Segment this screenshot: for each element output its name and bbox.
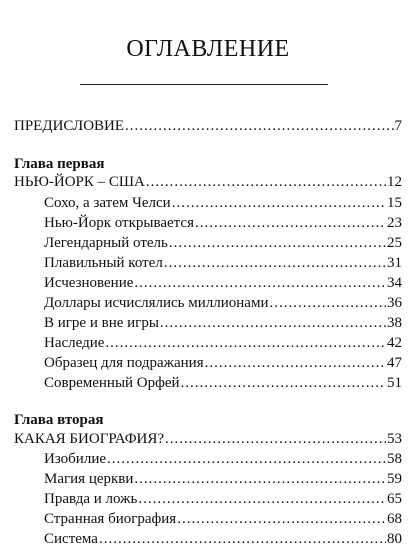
- toc-page-number: 68: [387, 511, 402, 527]
- toc-page-number: 31: [387, 255, 402, 271]
- toc-page-number: 42: [387, 335, 402, 351]
- toc-entry: [44, 450, 402, 468]
- toc-page-number: 58: [387, 451, 402, 467]
- toc-entry-part: [14, 173, 402, 191]
- dot-leader: [146, 173, 386, 191]
- toc-entry-label: Странная биография: [44, 511, 177, 527]
- dot-leader: [169, 234, 386, 252]
- toc-entry-label: Сохо, а затем Челси: [44, 195, 171, 211]
- dot-leader: [125, 117, 393, 135]
- toc-entry-label: Изобилие: [44, 451, 106, 467]
- dot-leader: [134, 470, 386, 488]
- toc-page-number: 38: [387, 315, 402, 331]
- dot-leader: [172, 194, 386, 212]
- toc-entry-label: Легендарный отель: [44, 235, 168, 251]
- toc-page-number: 34: [387, 275, 402, 291]
- toc-page-number: 51: [387, 375, 402, 391]
- dot-leader: [138, 490, 386, 508]
- dot-leader: [105, 334, 386, 352]
- toc-entry: [44, 214, 402, 232]
- toc-entry-label: Магия церкви: [44, 471, 134, 487]
- toc-entry: [44, 314, 402, 332]
- toc-entry-label: Исчезновение: [44, 275, 134, 291]
- dot-leader: [160, 314, 386, 332]
- toc-entry-label: Система: [44, 531, 98, 547]
- toc-entry-label: Доллары исчислялись миллионами: [44, 295, 269, 311]
- toc-page-number: 36: [387, 295, 402, 311]
- toc-entry: [44, 274, 402, 292]
- toc-page-number: 80: [387, 531, 402, 547]
- toc-entry-label: Современный Орфей: [44, 375, 180, 391]
- dot-leader: [177, 510, 386, 528]
- toc-entry: [44, 254, 402, 272]
- dot-leader: [181, 374, 386, 392]
- toc-page-number: 65: [387, 491, 402, 507]
- toc-page-number: 12: [387, 174, 402, 190]
- toc-entry-label: Правда и ложь: [44, 491, 138, 507]
- chapter-heading: Глава вторая: [14, 412, 104, 428]
- toc-entry-label: Плавильный котел: [44, 255, 163, 271]
- dot-leader: [99, 530, 386, 548]
- toc-entry-label: Образец для подражания: [44, 355, 204, 371]
- toc-entry: [44, 530, 402, 548]
- toc-entry: [44, 234, 402, 252]
- toc-page-number: 23: [387, 215, 402, 231]
- toc-entry: [44, 354, 402, 372]
- toc-entry-preface: [14, 117, 402, 135]
- toc-page-number: 25: [387, 235, 402, 251]
- toc-entry-part: [14, 430, 402, 448]
- toc-entry-label: ПРЕДИСЛОВИЕ: [14, 118, 125, 134]
- toc-entry-label: Наследие: [44, 335, 105, 351]
- toc-page-number: 7: [394, 118, 402, 134]
- title-underline: [80, 84, 328, 85]
- toc-entry: [44, 334, 402, 352]
- toc-entry: [44, 490, 402, 508]
- toc-entry: [44, 294, 402, 312]
- toc-entry-label: КАКАЯ БИОГРАФИЯ?: [14, 431, 165, 447]
- toc-page-number: 15: [387, 195, 402, 211]
- toc-entry-label: НЬЮ-ЙОРК – США: [14, 174, 145, 190]
- toc-page-number: 59: [387, 471, 402, 487]
- toc-entry: [44, 470, 402, 488]
- dot-leader: [269, 294, 386, 312]
- toc-page-number: 53: [387, 431, 402, 447]
- toc-entry: [44, 510, 402, 528]
- toc-entry: [44, 194, 402, 212]
- dot-leader: [195, 214, 386, 232]
- dot-leader: [107, 450, 386, 468]
- toc-entry: [44, 374, 402, 392]
- dot-leader: [134, 274, 386, 292]
- chapter-heading: Глава первая: [14, 156, 105, 172]
- toc-entry-label: Нью-Йорк открывается: [44, 215, 194, 231]
- dot-leader: [205, 354, 386, 372]
- page-title: ОГЛАВЛЕНИЕ: [126, 36, 290, 62]
- toc-page-number: 47: [387, 355, 402, 371]
- toc-entry-label: В игре и вне игры: [44, 315, 159, 331]
- dot-leader: [165, 430, 386, 448]
- dot-leader: [164, 254, 386, 272]
